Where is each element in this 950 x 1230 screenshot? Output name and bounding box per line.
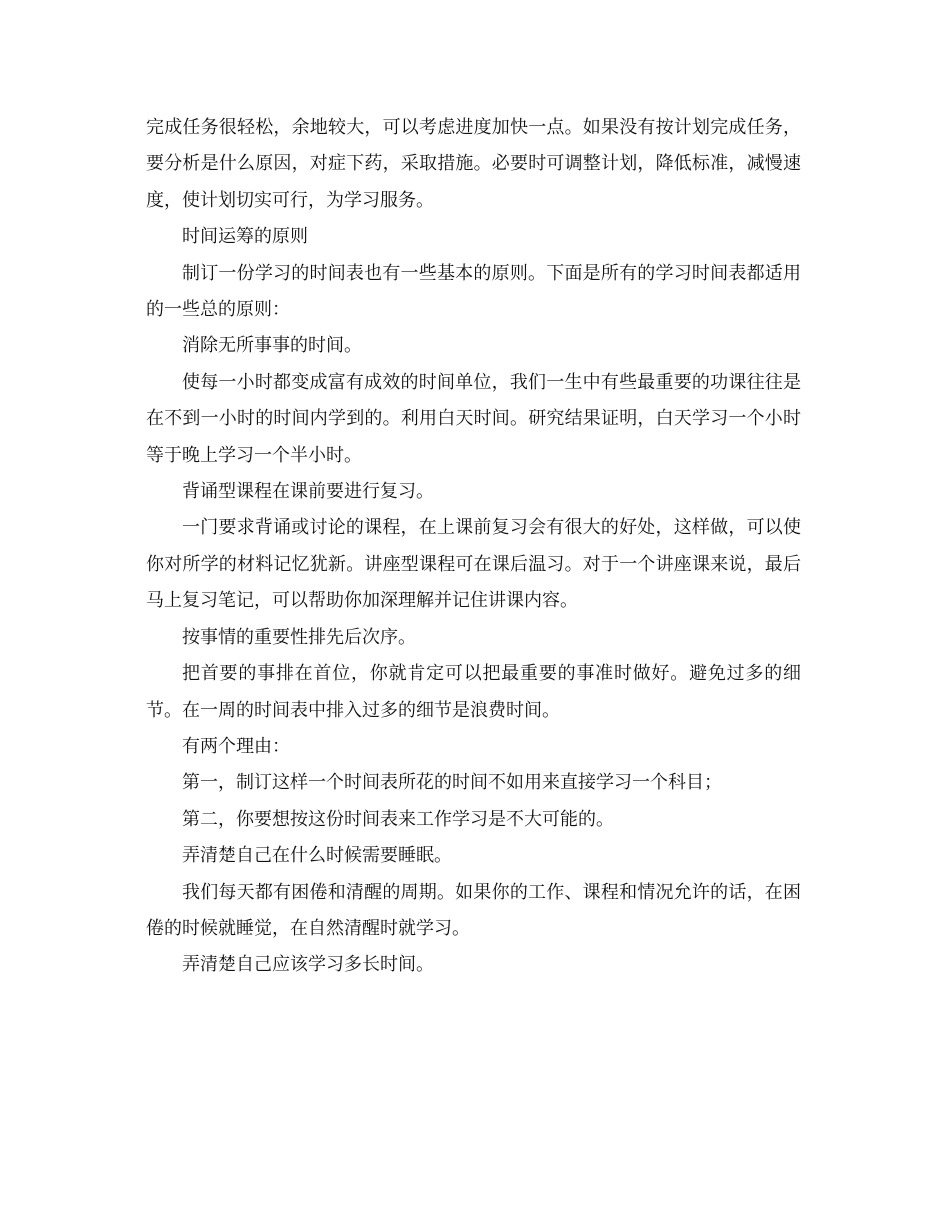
paragraph: 第一，制订这样一个时间表所花的时间不如用来直接学习一个科目； xyxy=(182,772,722,794)
paragraph: 第二，你要想按这份时间表来工作学习是不大可能的。 xyxy=(182,808,614,830)
paragraph-continued: 完成任务很轻松，余地较大，可以考虑进度加快一点。如果没有按计划完成任务，要分析是什么原因，对症下药，采取措施。必要时可调整计划，降低标准，减慢速度，使计划切实可行，为学习服务。 xyxy=(146,117,801,211)
principle-heading: 背诵型课程在课前要进行复习。 xyxy=(182,481,434,503)
paragraph: 我们每天都有困倦和清醒的周期。如果你的工作、课程和情况允许的话，在困倦的时候就睡觉，在自然清醒时就学习。 xyxy=(146,881,801,939)
paragraph: 有两个理由： xyxy=(182,735,290,757)
principle-heading: 消除无所事事的时间。 xyxy=(182,335,362,357)
principle-heading: 弄清楚自己应该学习多长时间。 xyxy=(182,954,434,976)
paragraph: 制订一份学习的时间表也有一些基本的原则。下面是所有的学习时间表都适用的一些总的原则： xyxy=(146,262,801,321)
paragraph: 使每一小时都变成富有成效的时间单位，我们一生中有些最重要的功课往往是在不到一小时的时间内学到的。利用白天时间。研究结果证明，白天学习一个小时等于晚上学习一个半小时。 xyxy=(146,371,801,466)
section-heading: 时间运筹的原则 xyxy=(182,226,308,248)
document-body xyxy=(146,110,801,984)
principle-heading: 按事情的重要性排先后次序。 xyxy=(182,626,416,648)
principle-heading: 弄清楚自己在什么时候需要睡眠。 xyxy=(182,845,452,867)
paragraph: 一门要求背诵或讨论的课程，在上课前复习会有很大的好处，这样做，可以使你对所学的材料记忆犹新。讲座型课程可在课后温习。对于一个讲座课来说，最后马上复习笔记，可以帮助你加深理解并记住讲课内容。 xyxy=(146,517,801,612)
paragraph: 把首要的事排在首位，你就肯定可以把最重要的事准时做好。避免过多的细节。在一周的时间表中排入过多的细节是浪费时间。 xyxy=(146,663,801,721)
